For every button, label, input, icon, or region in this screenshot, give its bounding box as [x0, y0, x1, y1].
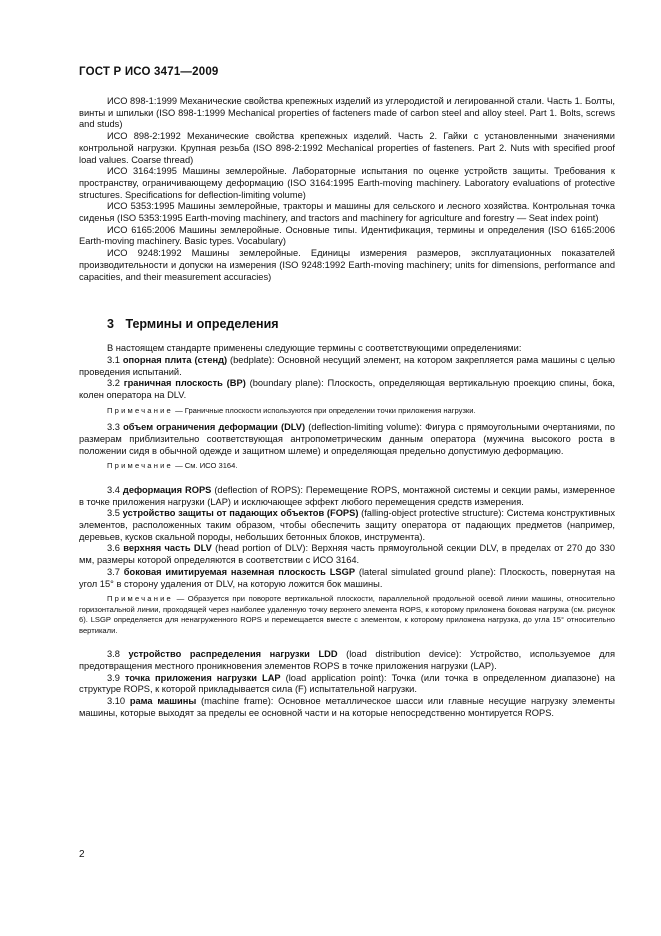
definition-term: граничная плоскость (BP)	[123, 378, 246, 389]
definition-term: устройство распределения нагрузки LDD	[128, 649, 338, 660]
definition-number: 3.9	[107, 672, 120, 683]
note-text: — Образуется при повороте вертикальной плоскости, параллельной продольной осевой линии машины, относительно горизонтальной линии, проходящей через наиболее удаленную точку верхнего элемента ROPS, к которому приложена боковая нагрузка (см. рисунок 6). LSGP определяется для ненагруженного ROPS и перемещается вместе с элементом, к которому приложена нагрузка, до угла 15° относительно вертикали.	[79, 594, 615, 635]
page-body	[79, 96, 615, 719]
definition-term: опорная плита (стенд)	[122, 354, 228, 365]
definition-item	[79, 567, 615, 590]
definition-text: (load distribution device): Устройство, используемое для предотвращения местного проникновения элементов ROPS в точке приложения нагрузки (LAP).	[79, 649, 615, 671]
definition-number: 3.1	[107, 354, 120, 365]
definition-item	[79, 508, 615, 543]
definition-number: 3.3	[107, 422, 120, 433]
definition-text: (bedplate): Основной несущий элемент, на котором закрепляется рама машины с целью проведения испытаний.	[79, 354, 615, 377]
reference-item: ИСО 898-2:1992 Механические свойства крепежных изделий. Часть 2. Гайки с установленными значениями контрольной нагрузки. Крупная резьба (ISO 898-2:1992 Mechanical properties of fasteners. Part 2. Nuts with specified proof load values. Coarse thread)	[79, 131, 615, 165]
definition-number: 3.6	[107, 543, 120, 554]
definition-number: 3.8	[107, 649, 120, 660]
page-number: 2	[79, 849, 85, 860]
note-label: Примечание	[107, 405, 173, 415]
definition-term: объем ограничения деформации (DLV)	[123, 422, 306, 433]
definition-item	[79, 355, 615, 378]
definition-item	[79, 485, 615, 508]
definition-term: точка приложения нагрузки LAP	[124, 672, 281, 683]
definition-number: 3.4	[107, 484, 120, 495]
definition-number: 3.2	[107, 378, 120, 389]
section-title: Термины и определения	[125, 317, 279, 332]
definition-item	[79, 378, 615, 401]
definition-item	[79, 649, 615, 672]
definition-note	[79, 406, 615, 417]
definition-note	[79, 461, 615, 472]
definition-term: устройство защиты от падающих объектов (FOPS)	[122, 508, 359, 519]
reference-item: ИСО 6165:2006 Машины землеройные. Основные типы. Идентификация, термины и определения (ISO 6165:2006 Earth-moving machinery. Basic types. Vocabulary)	[79, 224, 615, 247]
definition-text: (boundary plane): Плоскость, определяющая вертикальную проекцию спины, бока, колен оператора на DLV.	[79, 378, 615, 401]
definition-text: (head portion of DLV): Верхняя часть прямоугольной секции DLV, в пределах от 270 до 330 мм, размеры которой определяются в соответствии с ИСО 3164.	[79, 543, 616, 566]
section-number: 3	[107, 317, 114, 332]
definition-text: (deflection-limiting volume): Фигура с прямоугольными очертаниями, по размерам приблизительно соответствующая антропометрическим данным оператора (мужчина высокого роста в положении сидя в обычной одежде и защитном шлеме) и определяющая предельно допустимую деформацию.	[79, 422, 615, 456]
definition-text: (load application point): Точка (или точка в определенном диапазоне) на структуре ROPS, к которой прикладывается сила (F) испытательной нагрузки.	[79, 672, 615, 695]
reference-item: ИСО 3164:1995 Машины землеройные. Лабораторные испытания по оценке устройств защиты. Требования к пространству, ограничивающему деформацию (ISO 3164:1995 Earth-moving machinery. Laboratory evaluations of protective structures. Specifications for deflection-limiting volume)	[79, 166, 615, 200]
definition-text: (deflection of ROPS): Перемещение ROPS, монтажной системы и секции рамы, измеренное в точке приложения нагрузки (LAP) и исключающее эффект любого перемещения средств измерения.	[79, 484, 615, 507]
definition-number: 3.7	[107, 566, 120, 577]
definition-note	[79, 594, 615, 636]
definition-text: (machine frame): Основное металлическое шасси или главные несущие нагрузку элементы машины, которые выходят за пределы ее основной части и на которые непосредственно монтируется ROPS.	[79, 696, 615, 718]
definition-item	[79, 696, 615, 719]
definition-item	[79, 543, 615, 566]
note-label: Примечание	[107, 461, 173, 471]
reference-item: ИСО 898-1:1999 Механические свойства крепежных изделий из углеродистой и легированной стали. Часть 1. Болты, винты и шпильки (ISO 898-1:1999 Mechanical properties of facteners made of carbon steel and alloy steel. Part 1. Bolts, screws and studs)	[79, 96, 615, 130]
definition-term: деформация ROPS	[122, 484, 212, 495]
reference-item: ИСО 9248:1992 Машины землеройные. Единицы измерения размеров, эксплуатационных показателей производительности и допуски на измерения (ISO 9248:1992 Earth-moving machinery; units for dimensions, performance and capacities, and their measurement accuracies)	[79, 248, 615, 282]
reference-item: ИСО 5353:1995 Машины землеройные, тракторы и машины для сельского и лесного хозяйства. Контрольная точка сиденья (ISO 5353:1995 Earth-moving machinery, and tractors and machinery for agriculture and forestry — Seat index point)	[79, 201, 615, 224]
note-text: — См. ИСО 3164.	[172, 461, 238, 471]
definition-text: (falling-object protective structure): Система конструктивных элементов, расположенных таким образом, чтобы обеспечить защиту оператора от падающих предметов (например, деревьев, кусков скальной породы, небольших бетонных блоков, инструмента).	[79, 508, 615, 542]
definition-number: 3.5	[107, 508, 120, 519]
note-text: — Граничные плоскости используются при определении точки приложения нагрузки.	[172, 405, 476, 415]
definition-item	[79, 673, 615, 696]
definition-text: (lateral simulated ground plane): Плоскость, повернутая на угол 15° в сторону удаления от DLV, на которую ложится бок машины.	[79, 566, 615, 589]
definition-term: рама машины	[129, 696, 197, 707]
definition-item	[79, 422, 615, 457]
note-label: Примечание	[107, 594, 173, 604]
section-intro: В настоящем стандарте применены следующие термины с соответствующими определениями:	[107, 343, 522, 354]
definition-term: боковая имитируемая наземная плоскость LSGP	[123, 566, 356, 577]
document-header: ГОСТ Р ИСО 3471—2009	[79, 66, 219, 78]
definition-term: верхняя часть DLV	[123, 543, 212, 554]
definition-number: 3.10	[107, 696, 126, 707]
section-heading	[107, 317, 615, 331]
